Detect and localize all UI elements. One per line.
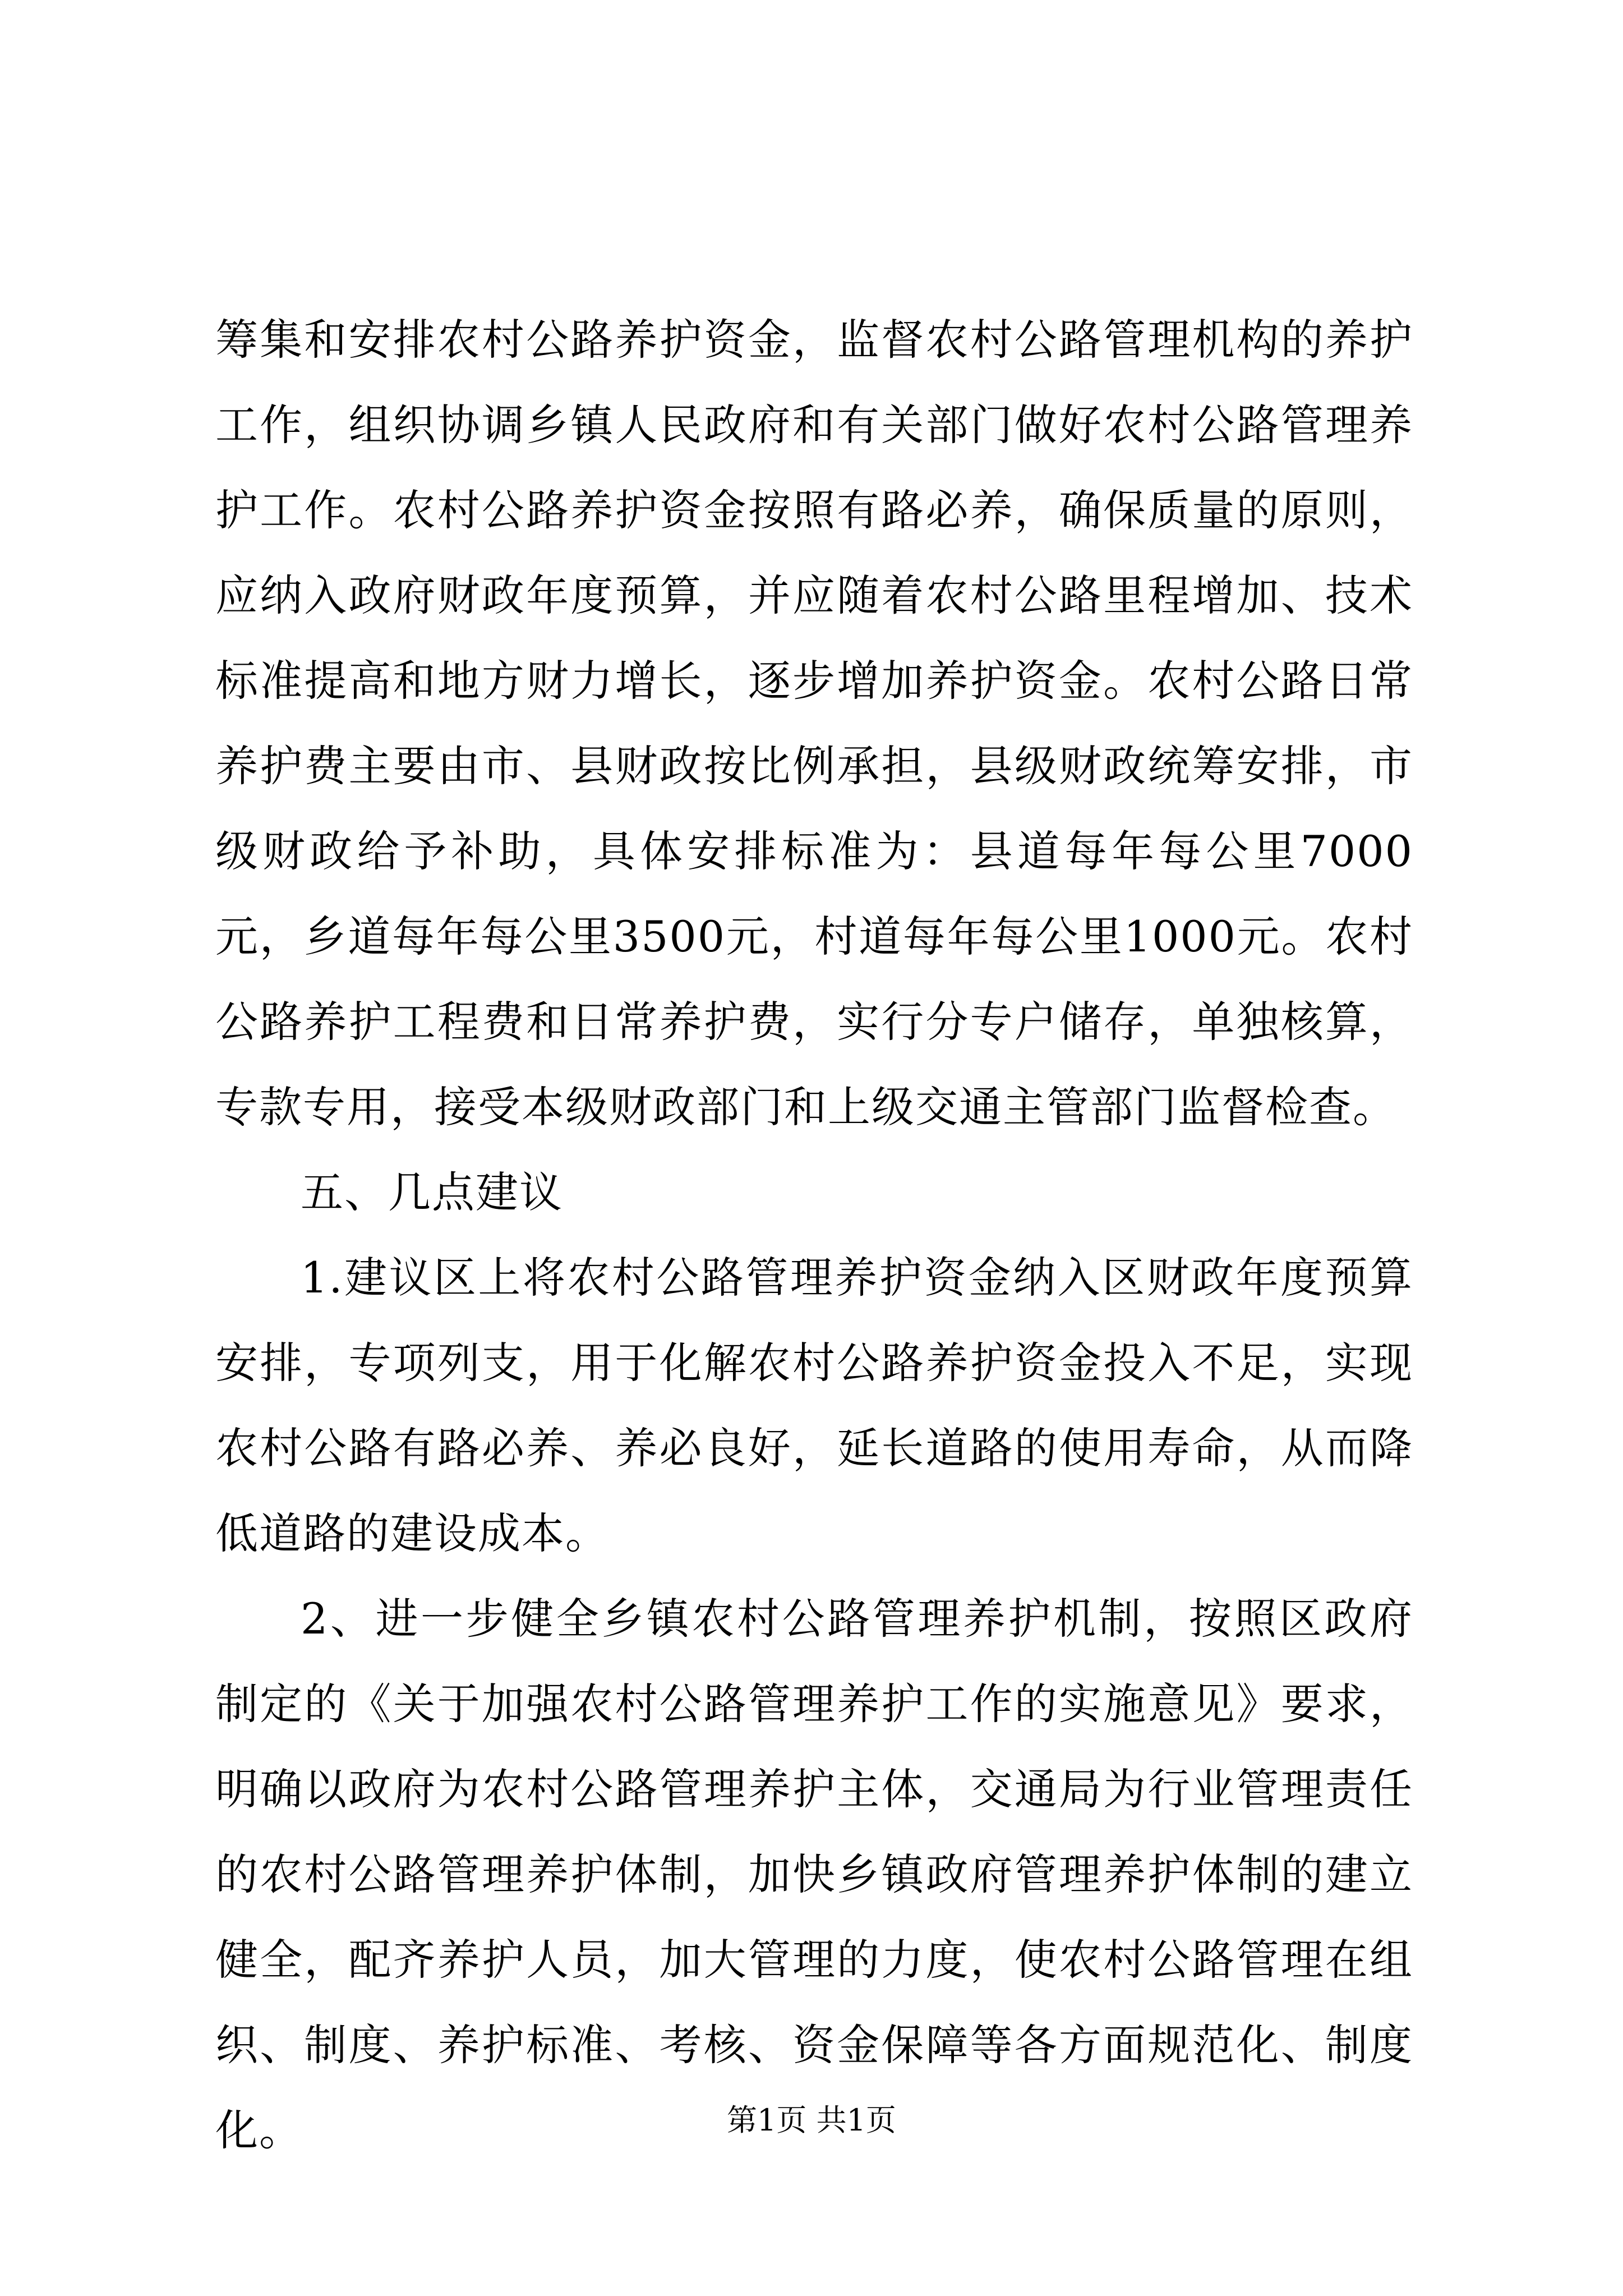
- section-heading-suggestions: 五、几点建议: [301, 1167, 563, 1217]
- paragraph-funding: 筹集和安排农村公路养护资金，监督农村公路管理机构的养护工作，组织协调乡镇人民政府和有关部门做好农村公路管理养护工作。农村公路养护资金按照有路必养，确保质量的原则，应纳入政府财政年度预算，并应随着农村公路里程增加、技术标准提高和地方财力增长，逐步增加养护资金。农村公路日常养护费主要由市、县财政按比例承担，县级财政统筹安排，市级财政给予补助，具体安排标准为：县道每年每公里7000元，乡道每年每公里3500元，村道每年每公里1000元。农村公路养护工程费和日常养护费，实行分专户储存，单独核算，专款专用，接受本级财政部门和上级交通主管部门监督检查。: [215, 315, 1413, 1132]
- paragraph-suggestion-1: 1.建议区上将农村公路管理养护资金纳入区财政年度预算安排，专项列支，用于化解农村公路养护资金投入不足，实现农村公路有路必养、养必良好，延长道路的使用寿命，从而降低道路的建设成本。: [215, 1253, 1413, 1558]
- paragraph-suggestion-2: 2、进一步健全乡镇农村公路管理养护机制，按照区政府制定的《关于加强农村公路管理养护工作的实施意见》要求，明确以政府为农村公路管理养护主体，交通局为行业管理责任的农村公路管理养护体制，加快乡镇政府管理养护体制的建立健全，配齐养护人员，加大管理的力度，使农村公路管理在组织、制度、养护标准、考核、资金保障等各方面规范化、制度化。: [215, 1594, 1413, 2155]
- document-body: [215, 297, 1413, 2173]
- page-footer: 第1页 共1页: [727, 2102, 896, 2138]
